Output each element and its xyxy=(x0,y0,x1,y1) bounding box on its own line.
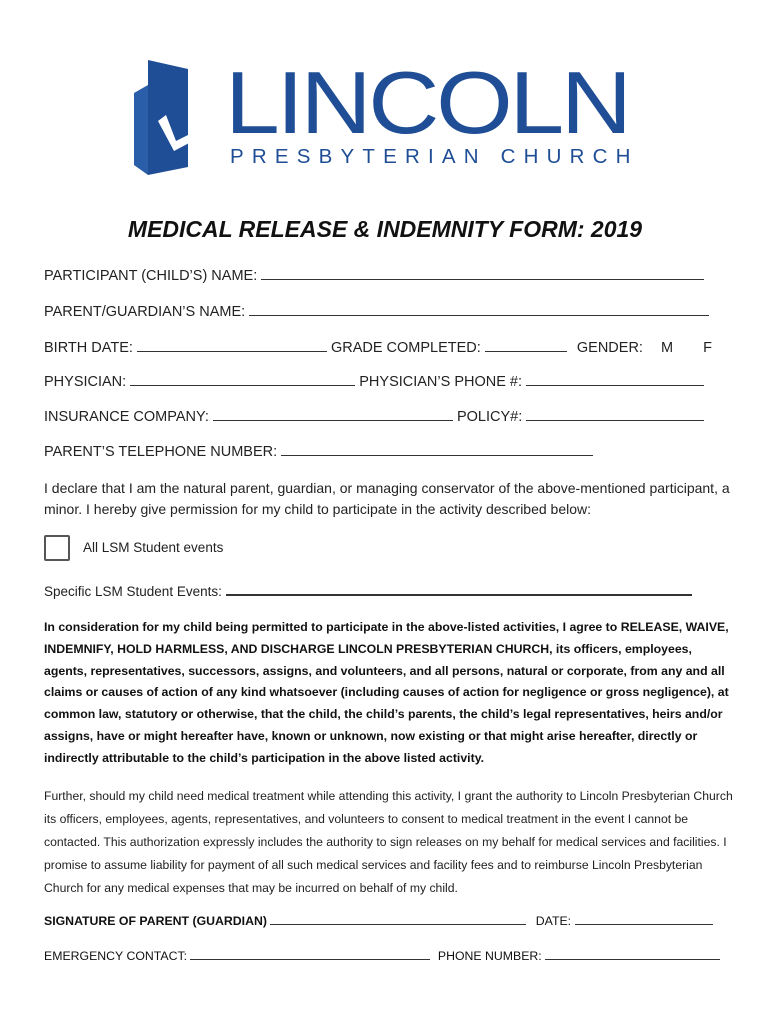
physician-phone-field[interactable] xyxy=(526,371,704,386)
logo-name: LINCOLN xyxy=(225,53,629,152)
grade-label: GRADE COMPLETED: xyxy=(330,340,481,356)
grade-field[interactable] xyxy=(485,337,567,352)
physician-row xyxy=(44,371,704,390)
participant-name-field[interactable] xyxy=(261,265,704,280)
insurance-row xyxy=(44,406,704,425)
signature-field[interactable] xyxy=(270,912,526,925)
phone-number-label: PHONE NUMBER: xyxy=(437,949,542,963)
parent-label: PARENT/GUARDIAN’S NAME: xyxy=(44,304,246,320)
all-events-label: All LSM Student events xyxy=(83,540,224,555)
parent-phone-field[interactable] xyxy=(281,441,593,456)
specific-events-label: Specific LSM Student Events: xyxy=(44,584,222,599)
emergency-contact-label: EMERGENCY CONTACT: xyxy=(44,949,188,963)
emergency-row xyxy=(44,947,720,963)
physician-label: PHYSICIAN: xyxy=(44,374,127,390)
birth-row xyxy=(44,337,712,356)
date-field[interactable] xyxy=(575,912,713,925)
form-title: MEDICAL RELEASE & INDEMNITY FORM: 2019 xyxy=(127,216,643,242)
participant-label: PARTICIPANT (CHILD’S) NAME: xyxy=(44,268,258,284)
specific-events-field[interactable] xyxy=(226,580,692,596)
participant-row xyxy=(44,265,704,284)
policy-label: POLICY#: xyxy=(456,409,523,425)
insurance-field[interactable] xyxy=(213,406,453,421)
date-label: DATE: xyxy=(535,914,572,928)
policy-field[interactable] xyxy=(526,406,704,421)
all-events-checkbox[interactable] xyxy=(44,535,70,561)
emergency-contact-field[interactable] xyxy=(190,947,430,960)
gender-label: GENDER: xyxy=(576,340,643,356)
medical-authorization-text: Further, should my child need medical treatment while attending this activity, I grant the authority to Lincoln Presbyterian Church its officers, employees, agents, representatives, and volunteers to consent to medical treatment in the event I cannot be contacted. This authorization expressly includes the authority to sign releases on my behalf for medical services and facilities. I promise to assume liability for payment of all such medical services and facility fees and to reimburse Lincoln Presbyterian Church for any medical expenses that may be incurred on behalf of my child. xyxy=(44,789,733,895)
logo-subtitle: PRESBYTERIAN CHURCH xyxy=(230,145,639,168)
gender-f-option[interactable]: F xyxy=(703,340,712,356)
release-text: In consideration for my child being permitted to participate in the above-listed activities, I agree to RELEASE, WAIVE, INDEMNIFY, HOLD HARMLESS, AND DISCHARGE LINCOLN PRESBYTERIAN CHURCH, its officers, employees, agents, representatives, successors, assigns, and volunteers, and all persons, natural or corporate, from any and all claims or causes of action of any kind whatsoever (including causes of action for negligence or gross negligence), at common law, statutory or otherwise, that the child, the child’s parents, the child’s legal representatives, heirs and/or assigns, have or might hereafter have, known or unknown, now existing or that might arise hereafter, directly or indirectly attributable to the child’s participation in the above listed activity. xyxy=(44,620,729,765)
parent-phone-label: PARENT’S TELEPHONE NUMBER: xyxy=(44,444,278,460)
parent-name-field[interactable] xyxy=(249,301,709,316)
insurance-label: INSURANCE COMPANY: xyxy=(44,409,209,425)
parent-row xyxy=(44,301,709,320)
signature-row xyxy=(44,912,713,928)
physician-field[interactable] xyxy=(130,371,355,386)
declaration-text: I declare that I am the natural parent, guardian, or managing conservator of the above-mentioned participant, a minor. I hereby give permission for my child to participate in the activity described below: xyxy=(44,480,730,517)
book-arrow-logo-icon xyxy=(130,55,225,180)
gender-m-option[interactable]: M xyxy=(660,340,674,356)
parent-phone-row xyxy=(44,441,593,460)
phone-number-field[interactable] xyxy=(545,947,720,960)
physician-phone-label: PHYSICIAN’S PHONE #: xyxy=(359,374,523,390)
signature-label: SIGNATURE OF PARENT (GUARDIAN) xyxy=(44,914,267,928)
birth-date-field[interactable] xyxy=(137,337,327,352)
church-logo xyxy=(130,53,639,180)
specific-events-row xyxy=(44,580,692,599)
birth-date-label: BIRTH DATE: xyxy=(44,340,133,356)
